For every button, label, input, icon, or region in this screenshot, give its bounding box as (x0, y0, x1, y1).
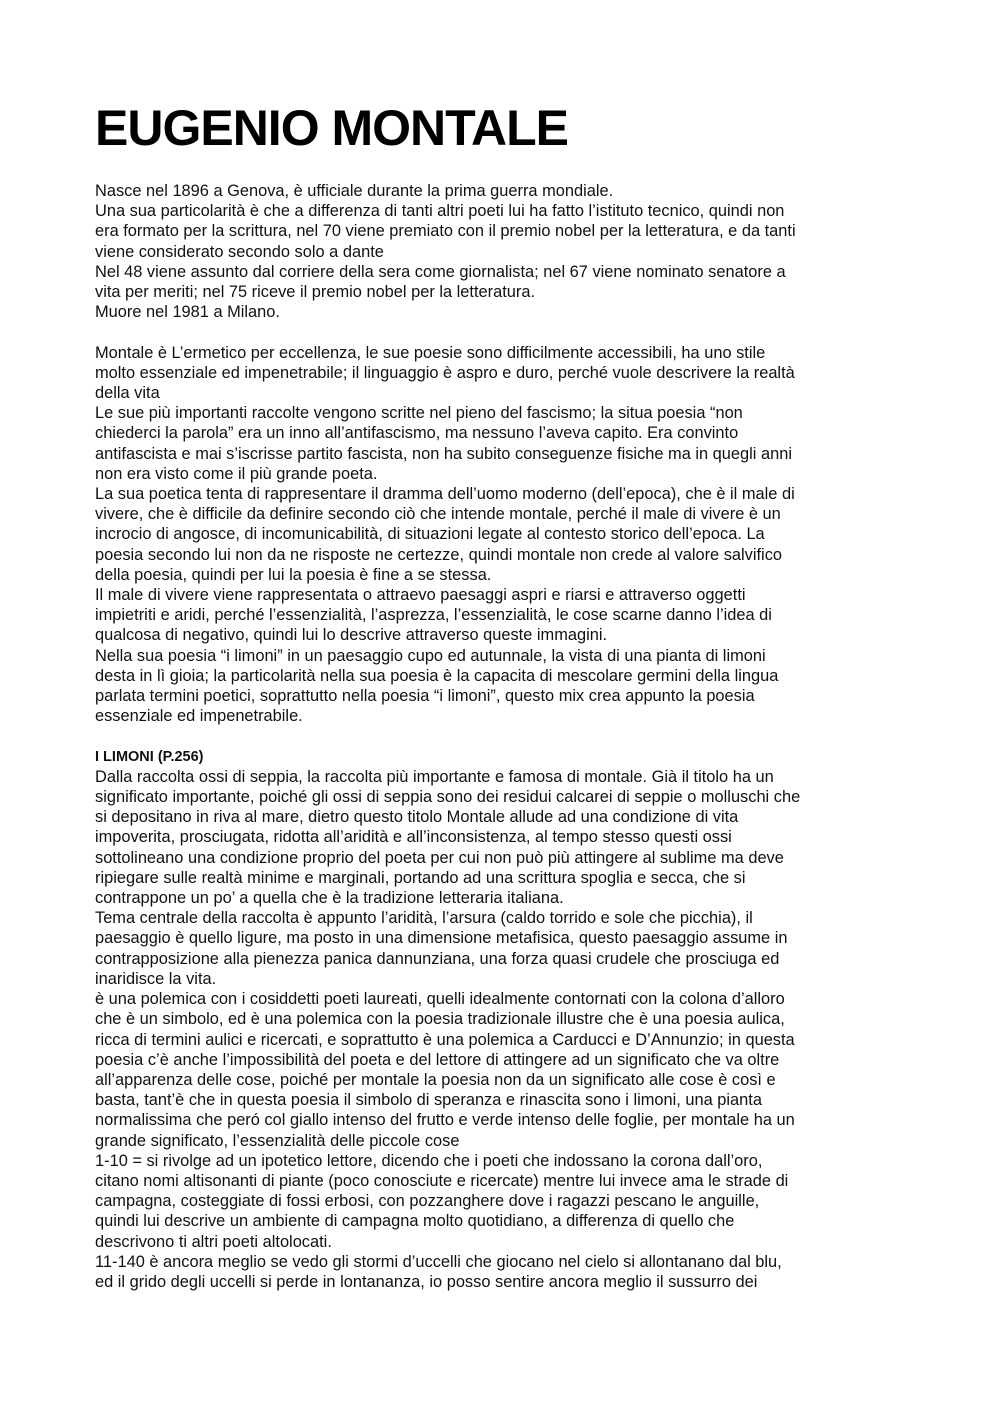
paragraph-gap (95, 726, 910, 746)
limoni-section (95, 767, 910, 1292)
text-line: Tema centrale della raccolta è appunto l’aridità, l’arsura (caldo torrido e sole che picchia), il (95, 909, 753, 928)
text-line: vivere, che è difficile da definire secondo ciò che intende montale, perché il male di vivere è un (95, 505, 781, 524)
text-line: è una polemica con i cosiddetti poeti laureati, quelli idealmente contornati con la colona d’alloro (95, 990, 785, 1009)
text-line: Una sua particolarità è che a differenza di tanti altri poeti lui ha fatto l’istituto tecnico, quindi non (95, 202, 785, 221)
text-line: chiederci la parola” era un inno all’antifascismo, ma nessuno l’aveva capito. Era convinto (95, 424, 739, 443)
text-line: vita per meriti; nel 75 riceve il premio nobel per la letteratura. (95, 283, 536, 302)
text-line: grande significato, l’essenzialità delle piccole cose (95, 1131, 460, 1150)
text-line: Le sue più importanti raccolte vengono scritte nel pieno del fascismo; la situa poesia “non (95, 404, 743, 423)
text-line: paesaggio è quello ligure, ma posto in una dimensione metafisica, questo paesaggio assume in (95, 929, 788, 948)
text-line: Montale è L’ermetico per eccellenza, le sue poesie sono difficilmente accessibili, ha uno stile (95, 343, 766, 362)
poetics-section (95, 343, 910, 727)
text-line: 11-140 è ancora meglio se vedo gli stormi d’uccelli che giocano nel cielo si allontanano dal blu, (95, 1252, 782, 1271)
text-line: quindi lui descrive un ambiente di campagna molto quotidiano, a differenza di quello che (95, 1212, 735, 1231)
text-line: della vita (95, 384, 160, 403)
text-line: Nasce nel 1896 a Genova, è ufficiale durante la prima guerra mondiale. (95, 182, 614, 200)
text-line: ripiegare sulle realtà minime e marginali, portando ad una scrittura spoglia e secca, che si (95, 868, 746, 887)
text-line: normalissima che peró col giallo intenso del frutto e verde intenso delle foglie, per montale ha un (95, 1111, 795, 1130)
text-line: contrappone un po’ a quella che è la tradizione letteraria italiana. (95, 889, 564, 908)
text-line: essenziale ed impenetrabile. (95, 707, 303, 726)
text-line: Nella sua poesia “i limoni” in un paesaggio cupo ed autunnale, la vista di una pianta di limoni (95, 646, 766, 665)
biography-section (95, 181, 910, 322)
text-line: campagna, costeggiate di fossi erbosi, con pozzanghere dove i ragazzi pescano le anguille, (95, 1192, 760, 1211)
text-line: impietriti e aridi, perché l’essenzialità, l’asprezza, l’essenzialità, le cose scarne danno l’idea di (95, 606, 772, 625)
text-line: 1-10 = si rivolge ad un ipotetico lettore, dicendo che i poeti che indossano la corona dall’oro, (95, 1151, 763, 1170)
text-line: ed il grido degli uccelli si perde in lontananza, io posso sentire ancora meglio il sussurro dei (95, 1272, 758, 1291)
text-line: impoverita, prosciugata, ridotta all’aridità e all’inconsistenza, al tempo stesso questi ossi (95, 828, 732, 847)
text-line: qualcosa di negativo, quindi lui lo descrive attraverso queste immagini. (95, 626, 608, 645)
document-page (95, 100, 910, 1292)
document-title: EUGENIO MONTALE (95, 100, 568, 156)
text-line: contrapposizione alla pienezza panica dannunziana, una forza quasi crudele che prosciuga ed (95, 949, 780, 968)
text-line: Il male di vivere viene rappresentata o attraevo paesaggi aspri e riarsi e attraverso oggetti (95, 586, 746, 605)
limoni-heading: I LIMONI (P.256) (95, 748, 204, 765)
text-line: poesia c’è anche l’impossibilità del poeta e del lettore di attingere ad un significato che va oltre (95, 1050, 780, 1069)
text-line: molto essenziale ed impenetrabile; il linguaggio è aspro e duro, perché vuole descrivere la realtà (95, 363, 795, 382)
text-line: Muore nel 1981 a Milano. (95, 303, 280, 322)
text-line: La sua poetica tenta di rappresentare il dramma dell’uomo moderno (dell’epoca), che è il male di (95, 485, 795, 504)
text-line: era formato per la scrittura, nel 70 viene premiato con il premio nobel per la letteratura, e da tanti (95, 222, 796, 241)
text-line: parlata termini poetici, soprattutto nella poesia “i limoni”, questo mix crea appunto la poesia (95, 687, 755, 706)
text-line: inaridisce la vita. (95, 969, 217, 988)
text-line: citano nomi altisonanti di piante (poco conosciute e ricercate) mentre lui invece ama le strade di (95, 1171, 789, 1190)
text-line: non era visto come il più grande poeta. (95, 464, 378, 483)
text-line: ricca di termini aulici e ricercati, e soprattutto è una polemica a Carducci e D’Annunzio; in questa (95, 1030, 795, 1049)
text-line: significato importante, poiché gli ossi di seppia sono dei residui calcarei di seppie o molluschi che (95, 788, 801, 807)
text-line: Dalla raccolta ossi di seppia, la raccolta più importante e famosa di montale. Già il titolo ha un (95, 767, 774, 786)
text-line: poesia secondo lui non da ne risposte ne certezze, quindi montale non crede al valore salvifico (95, 545, 783, 564)
text-line: desta in lì gioia; la particolarità nella sua poesia è la capacita di mescolare germini della lingua (95, 666, 779, 685)
text-line: della poesia, quindi per lui la poesia è fine a se stessa. (95, 565, 492, 584)
text-line: si depositano in riva al mare, dietro questo titolo Montale allude ad una condizione di vita (95, 808, 739, 827)
text-line: viene considerato secondo solo a dante (95, 242, 384, 261)
text-line: all’apparenza delle cose, poiché per montale la poesia non da un significato alle cose è così e (95, 1070, 776, 1089)
text-line: antifascista e mai s’iscrisse partito fascista, non ha subito conseguenze fisiche ma in quegli anni (95, 444, 792, 463)
text-line: incrocio di angosce, di incomunicabilità, di situazioni legate al contesto storico dell’epoca. La (95, 525, 765, 544)
paragraph-gap (95, 322, 910, 342)
text-line: basta, tant’è che in questa poesia il simbolo di speranza e rinascita sono i limoni, una pianta (95, 1091, 762, 1110)
text-line: Nel 48 viene assunto dal corriere della sera come giornalista; nel 67 viene nominato senatore a (95, 262, 786, 281)
text-line: descrivono ti altri poeti altolocati. (95, 1232, 332, 1251)
text-line: sottolineano una condizione proprio del poeta per cui non può più attingere al sublime ma deve (95, 848, 784, 867)
text-line: che è un simbolo, ed è una polemica con la poesia tradizionale illustre che è una poesia aulica, (95, 1010, 785, 1029)
